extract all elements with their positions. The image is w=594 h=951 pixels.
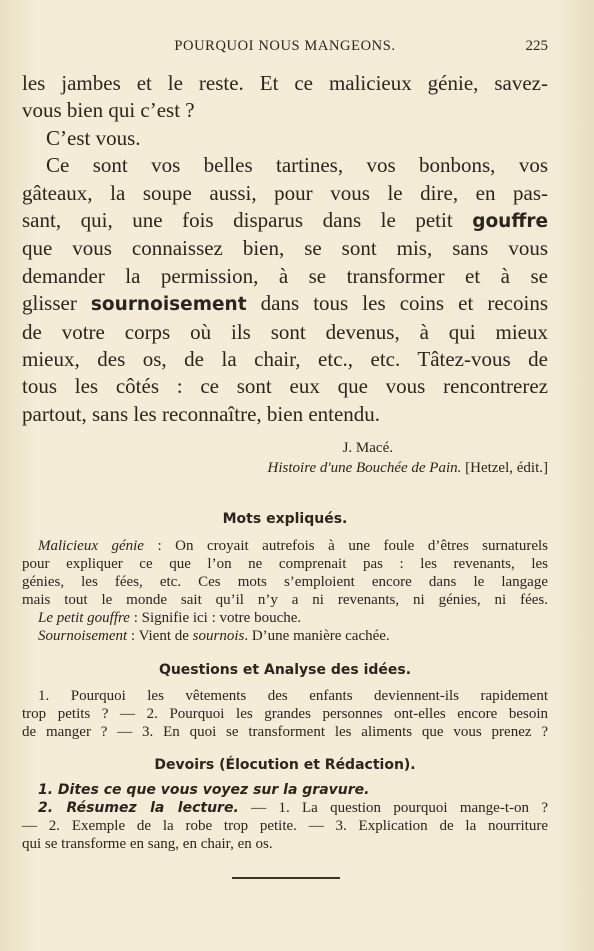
text-line (22, 781, 548, 799)
text-line: génies, les fées, etc. Ces mots s’emploient encore dans le langage (22, 574, 548, 590)
questions-block (22, 687, 548, 741)
text-line: — 2. Exemple de la robe trop petite. — 3. Explication de la nourriture (22, 818, 548, 834)
devoirs-block (22, 781, 548, 853)
text-line: Ce sont vos belles tartines, vos bonbons, vos (46, 153, 548, 178)
term: Sournoisement (38, 628, 128, 644)
text-line: trop petits ? — 2. Pourquoi les grandes personnes ont-elles encore besoin (22, 706, 548, 722)
text-line (22, 799, 548, 817)
text-line: gâteaux, la soupe aussi, pour vous le dire, en pas- (22, 180, 548, 205)
text-line: de votre corps où ils sont devenus, à qui mieux (22, 319, 548, 344)
text-span: : On croyait autrefois à une foule d’êtres surnaturels (143, 538, 548, 554)
text-span: glisser (22, 291, 91, 316)
text-line: vous bien qui c’est ? (22, 98, 195, 123)
key-word: sournoisement (90, 294, 247, 316)
end-rule (232, 877, 340, 879)
text-line: partout, sans les reconnaître, bien entendu. (22, 401, 381, 426)
text-line: tous les côtés : ce sont eux que vous rencontrerez (22, 374, 548, 399)
section-title-devoirs: Devoirs (Élocution et Rédaction). (154, 757, 416, 773)
source (22, 460, 548, 480)
text-line: les jambes et le reste. Et ce malicieux génie, savez- (22, 71, 548, 95)
text-line: pour expliquer ce que l’on ne comprenait pas : les revenants, les (22, 556, 548, 572)
page-number: 225 (525, 38, 548, 54)
text-span: : Vient de (127, 628, 193, 644)
source-title: Histoire d'une Bouchée de Pain. (267, 460, 462, 476)
text-span: dans tous les coins et recoins (246, 291, 549, 316)
text-span: sant, qui, une fois disparus dans le petit (22, 208, 473, 233)
text-line: de manger ? — 3. En quoi se transforment les aliments que vous prenez ? (22, 724, 548, 740)
reading-text (22, 70, 548, 428)
text-line: C’est vous. (46, 125, 141, 150)
text-span: — 1. La question pourquoi mange-t-on ? (238, 800, 548, 816)
mots-expliques (22, 537, 548, 645)
text-line (22, 207, 548, 235)
publisher: [Hetzel, édit.] (461, 460, 548, 476)
text-line (22, 537, 548, 555)
text-line: mieux, des os, de la chair, etc., etc. Tâtez-vous de (22, 347, 548, 372)
term: Le petit gouffre (38, 610, 130, 626)
text-span: : Signifie ici : votre bouche. (129, 610, 302, 626)
task: 2. Résumez la lecture. (38, 800, 239, 816)
text-line: mais tout le monde sait qu’il n’y a ni revenants, ni génies, ni fées. (22, 592, 548, 608)
text-line: demander la permission, à se transformer et à se (22, 263, 548, 288)
term: sournois (192, 628, 245, 644)
author: J. Macé. (342, 440, 393, 456)
section-title-mots: Mots expliqués. (222, 511, 348, 527)
running-title: POURQUOI NOUS MANGEONS. (174, 38, 396, 54)
text-line (22, 627, 548, 645)
attribution (22, 440, 548, 480)
page-header (22, 38, 548, 58)
text-line: qui se transforme en sang, en chair, en os. (22, 836, 273, 852)
task: 1. Dites ce que vous voyez sur la gravure. (38, 782, 370, 798)
text-line: que vous connaissez bien, se sont mis, sans vous (22, 236, 548, 261)
term: Malicieux génie (38, 538, 144, 554)
text-span: . D’une manière cachée. (244, 628, 390, 644)
section-title-questions: Questions et Analyse des idées. (158, 662, 412, 678)
text-line (22, 609, 548, 627)
text-line (22, 290, 548, 318)
key-word: gouffre (472, 211, 548, 233)
text-line: 1. Pourquoi les vêtements des enfants deviennent-ils rapidement (38, 688, 548, 704)
